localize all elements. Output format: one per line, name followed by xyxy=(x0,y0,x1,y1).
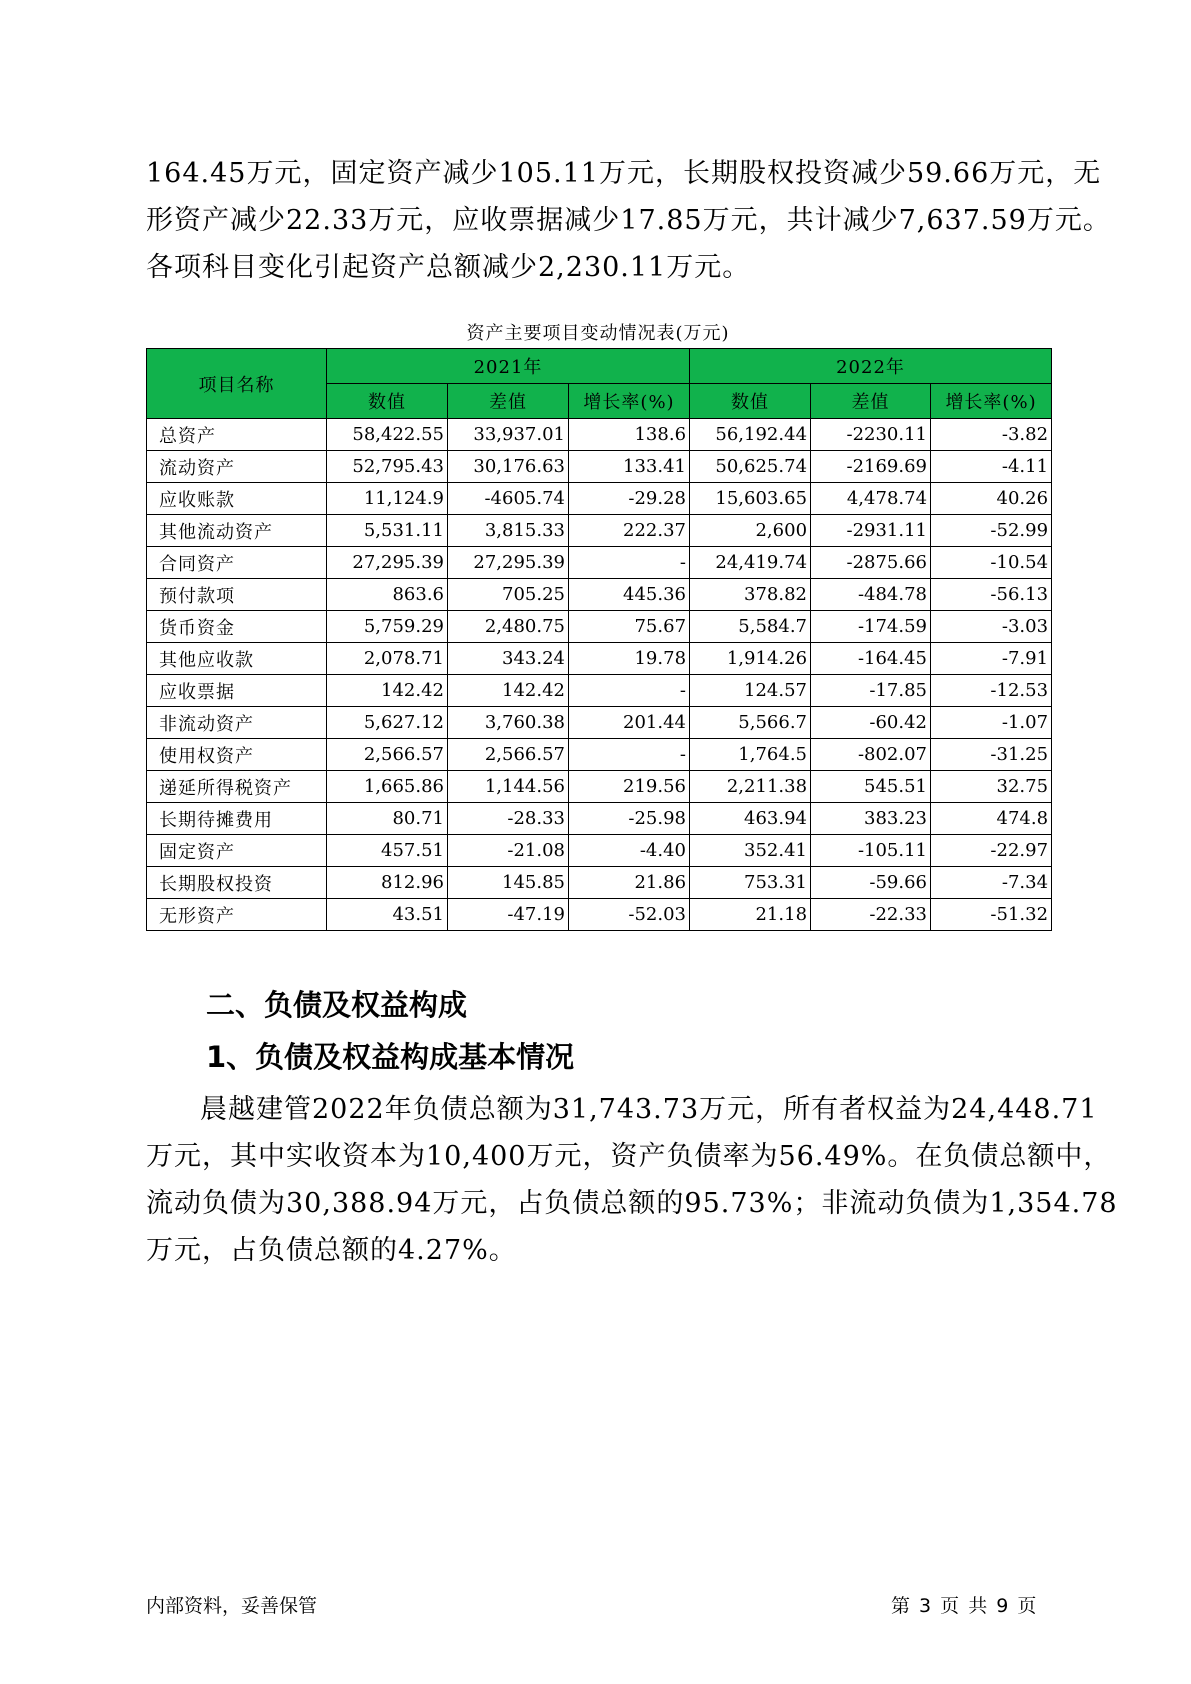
table-cell: 58,422.55 xyxy=(327,419,448,451)
table-cell: 133.41 xyxy=(569,451,690,483)
table-row xyxy=(147,611,1052,643)
table-cell: -17.85 xyxy=(811,675,931,707)
table-cell: - xyxy=(569,547,690,579)
subsection-heading: 1、负债及权益构成基本情况 xyxy=(206,1040,575,1074)
table-cell: 32.75 xyxy=(931,771,1052,803)
row-item-name: 无形资产 xyxy=(147,899,327,931)
table-cell: 21.18 xyxy=(690,899,811,931)
difference-header: 差值 xyxy=(811,384,931,419)
table-cell: -2230.11 xyxy=(811,419,931,451)
table-cell: 138.6 xyxy=(569,419,690,451)
table-cell: -47.19 xyxy=(448,899,569,931)
table-cell: 863.6 xyxy=(327,579,448,611)
row-item-name: 递延所得税资产 xyxy=(147,771,327,803)
table-cell: -2875.66 xyxy=(811,547,931,579)
table-cell: 457.51 xyxy=(327,835,448,867)
table-row xyxy=(147,451,1052,483)
table-cell: 445.36 xyxy=(569,579,690,611)
body-line: 流动负债为30,388.94万元，占负债总额的95.73%；非流动负债为1,354.78 xyxy=(146,1188,1118,1219)
table-cell: 50,625.74 xyxy=(690,451,811,483)
table-cell: 30,176.63 xyxy=(448,451,569,483)
intro-paragraph xyxy=(146,150,1111,291)
table-cell: 753.31 xyxy=(690,867,811,899)
table-cell: 2,566.57 xyxy=(327,739,448,771)
table-cell: 2,566.57 xyxy=(448,739,569,771)
table-cell: -21.08 xyxy=(448,835,569,867)
table-cell: -7.91 xyxy=(931,643,1052,675)
table-cell: -484.78 xyxy=(811,579,931,611)
row-item-name: 总资产 xyxy=(147,419,327,451)
table-cell: 812.96 xyxy=(327,867,448,899)
table-cell: 352.41 xyxy=(690,835,811,867)
table-cell: 15,603.65 xyxy=(690,483,811,515)
table-cell: 219.56 xyxy=(569,771,690,803)
table-cell: 40.26 xyxy=(931,483,1052,515)
table-cell: -51.32 xyxy=(931,899,1052,931)
table-cell: 5,627.12 xyxy=(327,707,448,739)
body-line: 万元，其中实收资本为10,400万元，资产负债率为56.49%。在负债总额中， xyxy=(146,1141,1112,1172)
table-row xyxy=(147,835,1052,867)
year-header-2021: 2021年 xyxy=(327,349,690,384)
row-item-name: 非流动资产 xyxy=(147,707,327,739)
table-row xyxy=(147,515,1052,547)
intro-line: 形资产减少22.33万元，应收票据减少17.85万元，共计减少7,637.59万元。 xyxy=(146,205,1111,236)
table-row xyxy=(147,707,1052,739)
row-item-name: 其他应收款 xyxy=(147,643,327,675)
table-cell: 56,192.44 xyxy=(690,419,811,451)
row-item-name: 预付款项 xyxy=(147,579,327,611)
growth-rate-header: 增长率(%) xyxy=(931,384,1052,419)
table-cell: -3.82 xyxy=(931,419,1052,451)
table-cell: 145.85 xyxy=(448,867,569,899)
row-item-name: 使用权资产 xyxy=(147,739,327,771)
row-item-name: 其他流动资产 xyxy=(147,515,327,547)
table-row xyxy=(147,675,1052,707)
table-cell: 11,124.9 xyxy=(327,483,448,515)
value-header: 数值 xyxy=(690,384,811,419)
table-cell: 1,764.5 xyxy=(690,739,811,771)
table-row xyxy=(147,547,1052,579)
body-line: 晨越建管2022年负债总额为31,743.73万元，所有者权益为24,448.71 xyxy=(200,1094,1098,1125)
table-cell: -52.03 xyxy=(569,899,690,931)
table-cell: 2,480.75 xyxy=(448,611,569,643)
row-item-name: 长期股权投资 xyxy=(147,867,327,899)
table-cell: 21.86 xyxy=(569,867,690,899)
table-row xyxy=(147,771,1052,803)
table-cell: -2931.11 xyxy=(811,515,931,547)
table-cell: 383.23 xyxy=(811,803,931,835)
table-cell: 474.8 xyxy=(931,803,1052,835)
table-cell: 5,566.7 xyxy=(690,707,811,739)
table-cell: -7.34 xyxy=(931,867,1052,899)
table-cell: 4,478.74 xyxy=(811,483,931,515)
table-cell: 80.71 xyxy=(327,803,448,835)
table-cell: -10.54 xyxy=(931,547,1052,579)
intro-line: 164.45万元，固定资产减少105.11万元，长期股权投资减少59.66万元，无 xyxy=(146,158,1102,189)
table-cell: 343.24 xyxy=(448,643,569,675)
table-cell: 5,584.7 xyxy=(690,611,811,643)
table-cell: 2,211.38 xyxy=(690,771,811,803)
table-cell: 142.42 xyxy=(448,675,569,707)
table-cell: 1,144.56 xyxy=(448,771,569,803)
table-cell: -164.45 xyxy=(811,643,931,675)
row-item-name: 应收票据 xyxy=(147,675,327,707)
table-cell: 1,914.26 xyxy=(690,643,811,675)
year-header-2022: 2022年 xyxy=(690,349,1052,384)
table-cell: - xyxy=(569,739,690,771)
table-cell: - xyxy=(569,675,690,707)
table-cell: -25.98 xyxy=(569,803,690,835)
value-header: 数值 xyxy=(327,384,448,419)
table-cell: -4.11 xyxy=(931,451,1052,483)
row-item-name: 合同资产 xyxy=(147,547,327,579)
table-body xyxy=(147,419,1052,931)
row-item-name: 应收账款 xyxy=(147,483,327,515)
table-cell: -802.07 xyxy=(811,739,931,771)
table-row xyxy=(147,579,1052,611)
table-row xyxy=(147,803,1052,835)
table-cell: 24,419.74 xyxy=(690,547,811,579)
table-cell: 124.57 xyxy=(690,675,811,707)
asset-changes-table xyxy=(146,348,1052,931)
table-row xyxy=(147,643,1052,675)
table-cell: -60.42 xyxy=(811,707,931,739)
table-cell: 1,665.86 xyxy=(327,771,448,803)
row-item-name: 流动资产 xyxy=(147,451,327,483)
table-cell: 142.42 xyxy=(327,675,448,707)
table-cell: -4605.74 xyxy=(448,483,569,515)
table-cell: 201.44 xyxy=(569,707,690,739)
table-cell: 5,531.11 xyxy=(327,515,448,547)
table-row xyxy=(147,867,1052,899)
table-row xyxy=(147,419,1052,451)
growth-rate-header: 增长率(%) xyxy=(569,384,690,419)
table-cell: 19.78 xyxy=(569,643,690,675)
table-cell: 27,295.39 xyxy=(448,547,569,579)
table-cell: -4.40 xyxy=(569,835,690,867)
table-cell: 5,759.29 xyxy=(327,611,448,643)
liabilities-paragraph xyxy=(146,1086,1118,1274)
table-cell: 222.37 xyxy=(569,515,690,547)
row-item-name: 固定资产 xyxy=(147,835,327,867)
table-cell: 705.25 xyxy=(448,579,569,611)
table-cell: 43.51 xyxy=(327,899,448,931)
table-cell: -1.07 xyxy=(931,707,1052,739)
table-cell: -2169.69 xyxy=(811,451,931,483)
table-cell: -29.28 xyxy=(569,483,690,515)
table-cell: -22.97 xyxy=(931,835,1052,867)
table-cell: 3,760.38 xyxy=(448,707,569,739)
table-cell: -56.13 xyxy=(931,579,1052,611)
footer-confidential-note: 内部资料，妥善保管 xyxy=(146,1595,318,1617)
table-cell: 2,600 xyxy=(690,515,811,547)
table-cell: -174.59 xyxy=(811,611,931,643)
row-item-name: 长期待摊费用 xyxy=(147,803,327,835)
table-cell: -3.03 xyxy=(931,611,1052,643)
table-row xyxy=(147,483,1052,515)
section-heading: 二、负债及权益构成 xyxy=(206,988,468,1022)
table-cell: -22.33 xyxy=(811,899,931,931)
table-cell: -59.66 xyxy=(811,867,931,899)
table-cell: -52.99 xyxy=(931,515,1052,547)
table-caption: 资产主要项目变动情况表(万元) xyxy=(466,323,730,344)
table-cell: 52,795.43 xyxy=(327,451,448,483)
difference-header: 差值 xyxy=(448,384,569,419)
footer-page-number: 第 3 页 共 9 页 xyxy=(891,1595,1037,1617)
table-cell: 33,937.01 xyxy=(448,419,569,451)
intro-line: 各项科目变化引起资产总额减少2,230.11万元。 xyxy=(146,252,751,283)
table-cell: 463.94 xyxy=(690,803,811,835)
table-row xyxy=(147,899,1052,931)
table-cell: 3,815.33 xyxy=(448,515,569,547)
table-cell: -105.11 xyxy=(811,835,931,867)
table-cell: -12.53 xyxy=(931,675,1052,707)
table-cell: 378.82 xyxy=(690,579,811,611)
body-line: 万元，占负债总额的4.27%。 xyxy=(146,1235,517,1266)
table-cell: 27,295.39 xyxy=(327,547,448,579)
table-row xyxy=(147,739,1052,771)
table-cell: -28.33 xyxy=(448,803,569,835)
table-cell: 2,078.71 xyxy=(327,643,448,675)
item-name-header: 项目名称 xyxy=(147,349,327,419)
table-cell: -31.25 xyxy=(931,739,1052,771)
row-item-name: 货币资金 xyxy=(147,611,327,643)
table-cell: 545.51 xyxy=(811,771,931,803)
table-cell: 75.67 xyxy=(569,611,690,643)
